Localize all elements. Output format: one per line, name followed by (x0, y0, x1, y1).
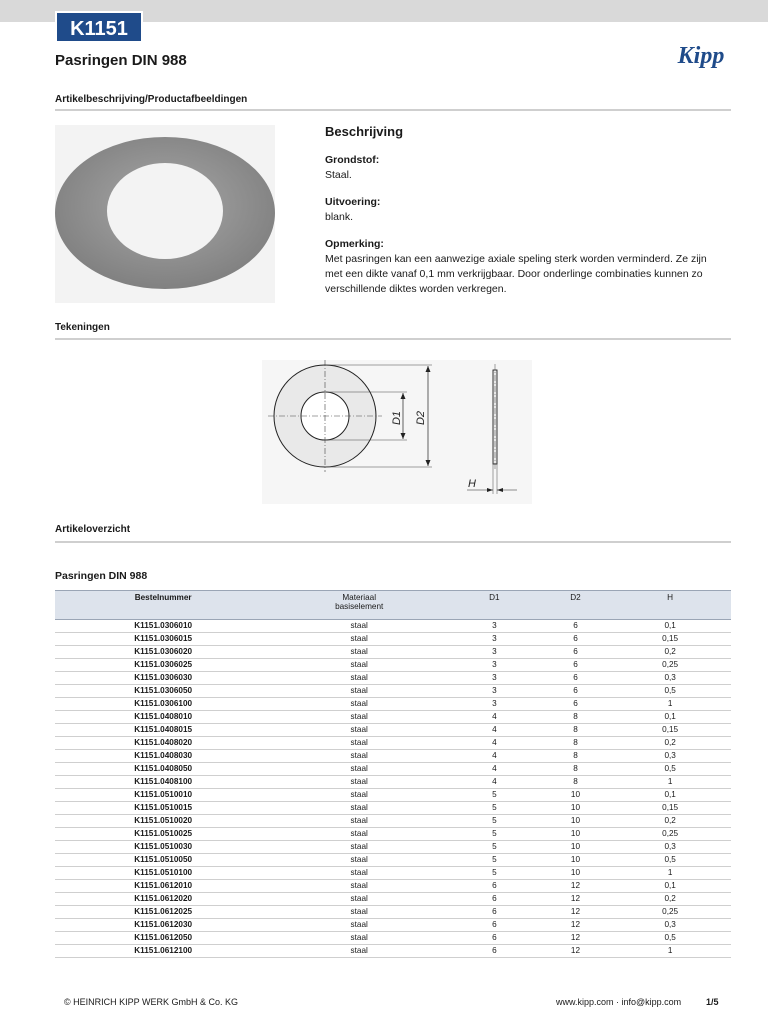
order-number-cell: K1151.0612010 (55, 880, 271, 893)
d2-cell: 12 (542, 880, 610, 893)
section-divider (55, 338, 731, 340)
d1-cell: 4 (447, 711, 542, 724)
table-row (55, 724, 731, 737)
h-cell: 0,1 (609, 880, 731, 893)
order-number-cell: K1151.0510030 (55, 841, 271, 854)
table-row (55, 815, 731, 828)
d2-cell: 12 (542, 945, 610, 958)
h-cell: 0,25 (609, 659, 731, 672)
table-row (55, 633, 731, 646)
h-cell: 0,2 (609, 737, 731, 750)
table-row (55, 659, 731, 672)
d1-cell: 5 (447, 815, 542, 828)
material-cell: staal (271, 672, 447, 685)
d2-cell: 12 (542, 893, 610, 906)
h-cell: 0,2 (609, 893, 731, 906)
order-number-cell: K1151.0510010 (55, 789, 271, 802)
material-cell: staal (271, 659, 447, 672)
order-number-cell: K1151.0612020 (55, 893, 271, 906)
table-row (55, 867, 731, 880)
material-cell: staal (271, 620, 447, 633)
table-row (55, 672, 731, 685)
order-number-cell: K1151.0408100 (55, 776, 271, 789)
order-number-cell: K1151.0612050 (55, 932, 271, 945)
table-title: Pasringen DIN 988 (55, 570, 148, 582)
d1-cell: 5 (447, 841, 542, 854)
d1-cell: 6 (447, 880, 542, 893)
section-heading-drawings: Tekeningen (55, 322, 110, 333)
d2-cell: 8 (542, 724, 610, 737)
h-cell: 1 (609, 867, 731, 880)
material-cell: staal (271, 815, 447, 828)
footer-page-number: 1/5 (706, 997, 719, 1007)
h-cell: 0,2 (609, 815, 731, 828)
table-row (55, 737, 731, 750)
section-heading-overview: Artikeloverzicht (55, 524, 131, 535)
d2-cell: 6 (542, 698, 610, 711)
note-label: Opmerking: (325, 238, 384, 250)
material-cell: staal (271, 893, 447, 906)
d1-cell: 4 (447, 737, 542, 750)
d2-cell: 12 (542, 932, 610, 945)
description-heading: Beschrijving (325, 124, 404, 139)
kipp-logo (670, 38, 732, 74)
material-cell: staal (271, 932, 447, 945)
h-cell: 0,1 (609, 711, 731, 724)
d1-cell: 3 (447, 685, 542, 698)
d1-cell: 6 (447, 906, 542, 919)
d2-cell: 6 (542, 646, 610, 659)
material-label: Grondstof: (325, 154, 380, 166)
h-cell: 0,3 (609, 672, 731, 685)
col-header-d2: D2 (542, 591, 610, 620)
table-row (55, 854, 731, 867)
material-cell: staal (271, 737, 447, 750)
d1-cell: 6 (447, 945, 542, 958)
section-divider (55, 541, 731, 543)
h-cell: 0,3 (609, 750, 731, 763)
h-cell: 0,15 (609, 633, 731, 646)
d1-cell: 3 (447, 646, 542, 659)
d2-cell: 8 (542, 711, 610, 724)
footer-contact: www.kipp.com · info@kipp.com (556, 997, 682, 1007)
table-row (55, 880, 731, 893)
h-cell: 0,15 (609, 802, 731, 815)
d2-cell: 6 (542, 620, 610, 633)
h-cell: 0,1 (609, 789, 731, 802)
d1-cell: 5 (447, 802, 542, 815)
material-cell: staal (271, 789, 447, 802)
order-number-cell: K1151.0612100 (55, 945, 271, 958)
h-cell: 0,5 (609, 932, 731, 945)
order-number-cell: K1151.0306100 (55, 698, 271, 711)
note-value: Met pasringen kan een aanwezige axiale speling sterk worden verminderd. Ze zijn met een dikte vanaf 0,1 mm verkrijgbaar. Door onderlinge combinaties kunnen zo verschillende diktes worden verkregen. (325, 253, 707, 295)
material-cell: staal (271, 841, 447, 854)
d1-cell: 6 (447, 932, 542, 945)
table-row (55, 620, 731, 633)
description-block (325, 124, 725, 309)
d2-cell: 12 (542, 906, 610, 919)
material-cell: staal (271, 919, 447, 932)
h-cell: 0,5 (609, 763, 731, 776)
d2-cell: 6 (542, 659, 610, 672)
table-row (55, 711, 731, 724)
d2-label: D2 (415, 410, 427, 426)
order-number-cell: K1151.0306030 (55, 672, 271, 685)
d1-cell: 5 (447, 854, 542, 867)
d1-cell: 3 (447, 698, 542, 711)
product-code-badge: K1151 (55, 11, 143, 43)
material-cell: staal (271, 724, 447, 737)
d2-cell: 6 (542, 685, 610, 698)
table-row (55, 789, 731, 802)
d1-cell: 5 (447, 789, 542, 802)
material-cell: staal (271, 633, 447, 646)
d1-cell: 5 (447, 828, 542, 841)
technical-drawing (262, 360, 532, 504)
col-header-h: H (609, 591, 731, 620)
material-cell: staal (271, 698, 447, 711)
table-row (55, 698, 731, 711)
material-cell: staal (271, 906, 447, 919)
material-cell: staal (271, 646, 447, 659)
d1-cell: 3 (447, 620, 542, 633)
d2-cell: 10 (542, 828, 610, 841)
table-row (55, 932, 731, 945)
d2-cell: 10 (542, 867, 610, 880)
material-cell: staal (271, 802, 447, 815)
material-value: Staal. (325, 169, 352, 181)
h-cell: 0,15 (609, 724, 731, 737)
order-number-cell: K1151.0408015 (55, 724, 271, 737)
d1-label: D1 (391, 410, 403, 426)
table-row (55, 646, 731, 659)
h-cell: 0,25 (609, 906, 731, 919)
table-row (55, 893, 731, 906)
h-cell: 1 (609, 945, 731, 958)
table-row (55, 841, 731, 854)
h-cell: 0,5 (609, 685, 731, 698)
table-header-row (55, 591, 731, 620)
material-cell: staal (271, 685, 447, 698)
product-photo (55, 125, 275, 303)
d2-cell: 10 (542, 854, 610, 867)
table-row (55, 828, 731, 841)
d1-cell: 4 (447, 763, 542, 776)
section-divider (55, 109, 731, 111)
material-cell: staal (271, 763, 447, 776)
order-number-cell: K1151.0306050 (55, 685, 271, 698)
order-number-cell: K1151.0510015 (55, 802, 271, 815)
h-cell: 0,2 (609, 646, 731, 659)
order-number-cell: K1151.0612025 (55, 906, 271, 919)
d1-cell: 4 (447, 776, 542, 789)
d2-cell: 10 (542, 802, 610, 815)
order-number-cell: K1151.0306015 (55, 633, 271, 646)
d2-cell: 12 (542, 919, 610, 932)
h-cell: 0,1 (609, 620, 731, 633)
order-number-cell: K1151.0612030 (55, 919, 271, 932)
table-row (55, 776, 731, 789)
d2-cell: 8 (542, 737, 610, 750)
footer-copyright: © HEINRICH KIPP WERK GmbH & Co. KG (64, 997, 238, 1007)
d1-cell: 3 (447, 672, 542, 685)
order-number-cell: K1151.0408030 (55, 750, 271, 763)
material-cell: staal (271, 828, 447, 841)
table-row (55, 685, 731, 698)
order-number-cell: K1151.0510020 (55, 815, 271, 828)
logo-text: Kipp (677, 43, 725, 69)
d2-cell: 8 (542, 763, 610, 776)
col-header-material (271, 591, 447, 620)
table-row (55, 906, 731, 919)
section-heading-description: Artikelbeschrijving/Productafbeeldingen (55, 94, 248, 105)
order-number-cell: K1151.0306020 (55, 646, 271, 659)
d2-cell: 10 (542, 789, 610, 802)
col-header-material-text: Materiaal basiselement (335, 593, 384, 611)
table-row (55, 750, 731, 763)
h-label: H (468, 478, 476, 490)
d1-cell: 5 (447, 867, 542, 880)
table-row (55, 919, 731, 932)
finish-label: Uitvoering: (325, 196, 381, 208)
order-number-cell: K1151.0306025 (55, 659, 271, 672)
d1-cell: 3 (447, 659, 542, 672)
order-number-cell: K1151.0510100 (55, 867, 271, 880)
d2-cell: 10 (542, 841, 610, 854)
table-row (55, 802, 731, 815)
d2-cell: 6 (542, 633, 610, 646)
page-title: Pasringen DIN 988 (55, 52, 187, 69)
finish-value: blank. (325, 211, 354, 223)
d2-cell: 10 (542, 815, 610, 828)
d1-cell: 6 (447, 919, 542, 932)
h-cell: 0,5 (609, 854, 731, 867)
material-cell: staal (271, 750, 447, 763)
table-row (55, 763, 731, 776)
d1-cell: 4 (447, 724, 542, 737)
d2-cell: 8 (542, 776, 610, 789)
col-header-order-number: Bestelnummer (55, 591, 271, 620)
d1-cell: 6 (447, 893, 542, 906)
h-cell: 0,25 (609, 828, 731, 841)
h-cell: 0,3 (609, 919, 731, 932)
order-number-cell: K1151.0408020 (55, 737, 271, 750)
material-cell: staal (271, 776, 447, 789)
h-cell: 0,3 (609, 841, 731, 854)
d1-cell: 3 (447, 633, 542, 646)
col-header-d1: D1 (447, 591, 542, 620)
material-cell: staal (271, 854, 447, 867)
d2-cell: 8 (542, 750, 610, 763)
order-number-cell: K1151.0510025 (55, 828, 271, 841)
material-cell: staal (271, 880, 447, 893)
h-cell: 1 (609, 698, 731, 711)
h-cell: 1 (609, 776, 731, 789)
material-cell: staal (271, 945, 447, 958)
table-row (55, 945, 731, 958)
material-cell: staal (271, 711, 447, 724)
d2-cell: 6 (542, 672, 610, 685)
order-number-cell: K1151.0306010 (55, 620, 271, 633)
material-cell: staal (271, 867, 447, 880)
order-number-cell: K1151.0408050 (55, 763, 271, 776)
order-number-cell: K1151.0510050 (55, 854, 271, 867)
article-table (55, 590, 731, 958)
d1-cell: 4 (447, 750, 542, 763)
order-number-cell: K1151.0408010 (55, 711, 271, 724)
